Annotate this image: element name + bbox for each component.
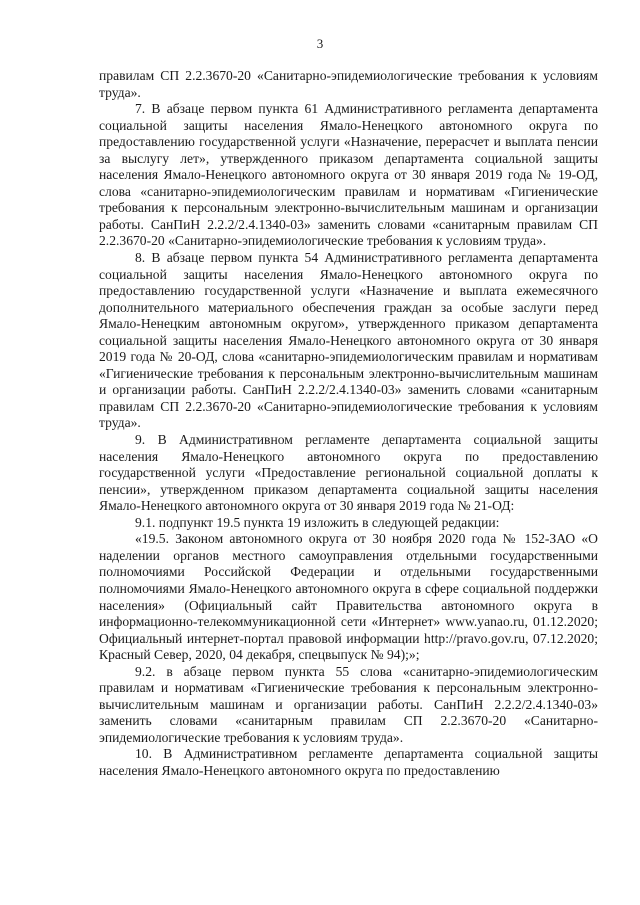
paragraph-item-9-1: 9.1. подпункт 19.5 пункта 19 изложить в следующей редакции:	[135, 514, 500, 530]
paragraph-quote-19-5: «19.5. Законом автономного округа от 30 ноября 2020 года № 152-ЗАО «О наделении органов местного самоуправления отдельными государственными полномочиями Российской Федерации и отдельными государственными полномочиями Ямало-Ненецкого автономного округа в сфере социальной поддержки населения» (Официальный сайт Правительства автономного округа в информационно-телекоммуникационной сети «Интернет» www.yanao.ru, 01.12.2020; Официальный интернет-портал правовой информации http://pravo.gov.ru, 07.12.2020; Красный Север, 2020, 04 декабря, спецвыпуск № 94);»;	[99, 531, 598, 663]
paragraph-item-9-2: 9.2. в абзаце первом пункта 55 слова «санитарно-эпидемиологическим правилам и нормативам «Гигиенические требования к персональным электронно-вычислительным машинам и организации работы. СанПиН 2.2.2/2.4.1340-03» заменить словами «санитарным правилам СП 2.2.3670-20 «Санитарно-эпидемиологические требования к условиям труда».	[99, 663, 598, 745]
paragraph-continuation: правилам СП 2.2.3670-20 «Санитарно-эпидемиологические требования к условиям труда».	[99, 68, 598, 100]
paragraph-item-8: 8. В абзаце первом пункта 54 Административного регламента департамента социальной защиты населения Ямало-Ненецкого автономного округа по предоставлению государственной услуги «Назначение и выплата ежемесячного дополнительного материального обеспечения граждан за особые заслуги перед Ямало-Ненецким автономным округом», утвержденного приказом департамента социальной защиты населения Ямало-Ненецкого автономного округа от 30 января 2019 года № 20-ОД, слова «санитарно-эпидемиологическим правилам и нормативам «Гигиенические требования к персональным электронно-вычислительным машинам и организации работы. СанПиН 2.2.2/2.4.1340-03» заменить словами «санитарным правилам СП 2.2.3670-20 «Санитарно-эпидемиологические требования к условиям труда».	[99, 250, 598, 431]
page-number: 3	[316, 36, 324, 51]
paragraph-item-7: 7. В абзаце первом пункта 61 Административного регламента департамента социальной защиты населения Ямало-Ненецкого автономного округа по предоставлению государственной услуги «Назначение, перерасчет и выплата пенсии за выслугу лет», утвержденного приказом департамента социальной защиты населения Ямало-Ненецкого автономного округа от 30 января 2019 года № 19-ОД, слова «санитарно-эпидемиологическим правилам и нормативам «Гигиенические требования к персональным электронно-вычислительным машинам и организации работы. СанПиН 2.2.2/2.4.1340-03» заменить словами «санитарным правилам СП 2.2.3670-20 «Санитарно-эпидемиологические требования к условиям труда».	[99, 101, 598, 249]
paragraph-item-9: 9. В Административном регламенте департамента социальной защиты населения Ямало-Ненецкого автономного округа по предоставлению государственной услуги «Предоставление региональной социальной доплаты к пенсии», утвержденном приказом департамента социальной защиты населения Ямало-Ненецкого автономного округа от 30 января 2019 года № 21-ОД:	[99, 432, 598, 514]
paragraph-item-10: 10. В Административном регламенте департамента социальной защиты населения Ямало-Ненецкого автономного округа по предоставлению	[99, 746, 598, 778]
document-body	[99, 68, 598, 780]
